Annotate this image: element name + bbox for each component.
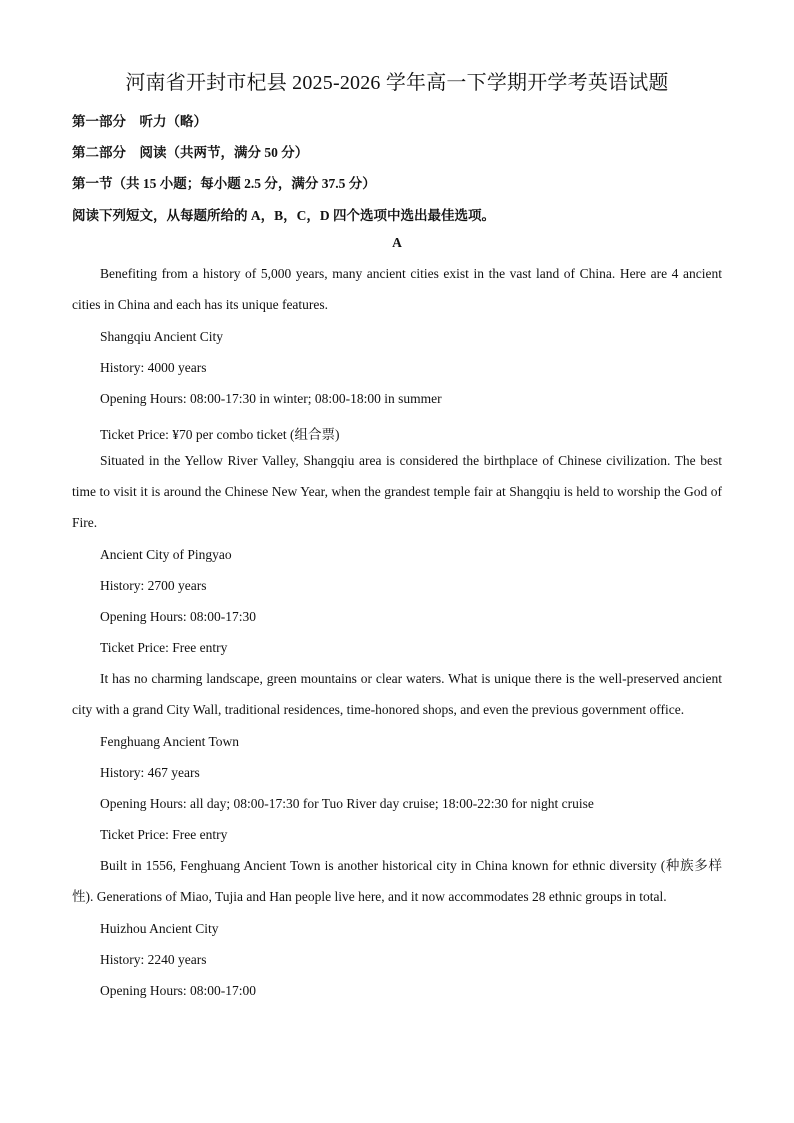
city-history-huizhou: History: 2240 years [100, 952, 207, 967]
city-hours-huizhou: Opening Hours: 08:00-17:00 [100, 983, 256, 998]
city-desc-pingyao: It has no charming landscape, green mountains or clear waters. What is unique there is the well-preserved ancient city with a grand City Wall, traditional residences, time-honored shops, and even the previous government office. [72, 671, 722, 718]
city-ticket-fenghuang: Ticket Price: Free entry [100, 827, 228, 842]
part1-heading: 第一部分 听力（略） [72, 114, 207, 129]
city-desc-shangqiu: Situated in the Yellow River Valley, Shangqiu area is considered the birthplace of Chinese civilization. The best time to visit it is around the Chinese New Year, when the grandest temple fair at Shangqiu is held to worship the God of Fire. [72, 453, 722, 531]
intro-paragraph: Benefiting from a history of 5,000 years, many ancient cities exist in the vast land of China. Here are 4 ancient cities in China and each has its unique features. [72, 266, 722, 313]
city-history-pingyao: History: 2700 years [100, 578, 207, 593]
city-name-shangqiu: Shangqiu Ancient City [100, 329, 223, 344]
city-ticket-pingyao: Ticket Price: Free entry [100, 640, 228, 655]
part2-heading: 第二部分 阅读（共两节，满分 50 分） [72, 145, 309, 160]
city-desc-fenghuang: Built in 1556, Fenghuang Ancient Town is another historical city in China known for ethnic diversity (种族多样性). Generations of Miao, Tujia and Han people live here, and it now accommodates 28 ethnic groups in total. [72, 858, 722, 905]
city-ticket-shangqiu: Ticket Price: ¥70 per combo ticket (组合票) [100, 427, 340, 442]
city-name-huizhou: Huizhou Ancient City [100, 921, 219, 936]
section1-heading: 第一节（共 15 小题；每小题 2.5 分，满分 37.5 分） [72, 176, 376, 191]
city-hours-shangqiu: Opening Hours: 08:00-17:30 in winter; 08:00-18:00 in summer [100, 391, 442, 406]
passage-label: A [392, 235, 402, 250]
city-hours-fenghuang: Opening Hours: all day; 08:00-17:30 for Tuo River day cruise; 18:00-22:30 for night cruise [100, 796, 594, 811]
city-history-fenghuang: History: 467 years [100, 765, 200, 780]
city-history-shangqiu: History: 4000 years [100, 360, 207, 375]
city-name-pingyao: Ancient City of Pingyao [100, 547, 232, 562]
exam-title: 河南省开封市杞县 2025-2026 学年高一下学期开学考英语试题 [125, 72, 669, 94]
instruction-text: 阅读下列短文，从每题所给的 A，B，C，D 四个选项中选出最佳选项。 [72, 208, 496, 223]
city-name-fenghuang: Fenghuang Ancient Town [100, 734, 240, 749]
city-hours-pingyao: Opening Hours: 08:00-17:30 [100, 609, 256, 624]
